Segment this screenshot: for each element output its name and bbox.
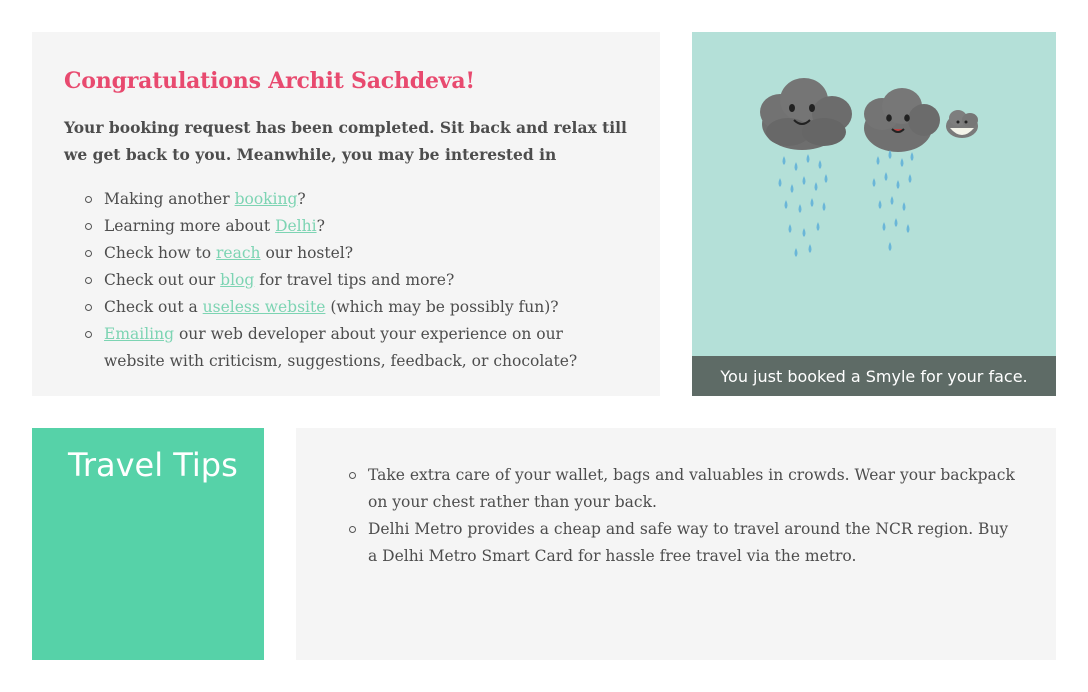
travel-tip-item: Take extra care of your wallet, bags and valuables in crowds. Wear your backpack on your chest rather than your back. [368,462,1020,516]
reach-link[interactable]: reach [216,244,261,262]
travel-tips-panel [296,428,1056,660]
delhi-link[interactable]: Delhi [275,217,317,235]
suggestion-item: Making another booking? [104,186,628,213]
useless-website-link[interactable]: useless website [202,298,326,316]
medium-cloud-icon [864,88,940,152]
suggestion-item: Emailing our web developer about your experience on our website with criticism, suggestions, feedback, or chocolate? [104,321,628,375]
booking-confirmation-panel [32,32,660,396]
suggestion-item: Check out our blog for travel tips and more? [104,267,628,294]
travel-tips-list [328,462,1020,570]
blog-link[interactable]: blog [220,271,255,289]
smyle-illustration-card [692,32,1056,396]
baby-cloud-icon [946,110,978,138]
rain-clouds-illustration [692,32,1056,356]
large-cloud-icon [760,78,852,150]
travel-tips-heading: Travel Tips [68,446,238,484]
booking-status-message: Your booking request has been completed. Sit back and relax till we get back to you. Meanwhile, you may be interested in [64,118,627,164]
suggestion-item: Learning more about Delhi? [104,213,628,240]
raindrops [779,150,914,257]
congratulations-heading: Congratulations Archit Sachdeva! [64,68,475,94]
travel-tips-title-block [32,428,264,660]
illustration-caption: You just booked a Smyle for your face. [692,356,1056,396]
booking-link[interactable]: booking [234,190,298,208]
suggestion-item: Check out a useless website (which may be possibly fun)? [104,294,628,321]
travel-tip-item: Delhi Metro provides a cheap and safe way to travel around the NCR region. Buy a Delhi Metro Smart Card for hassle free travel via the metro. [368,516,1020,570]
suggestion-list [64,186,628,375]
suggestion-item: Check how to reach our hostel? [104,240,628,267]
emailing-link[interactable]: Emailing [104,325,175,343]
